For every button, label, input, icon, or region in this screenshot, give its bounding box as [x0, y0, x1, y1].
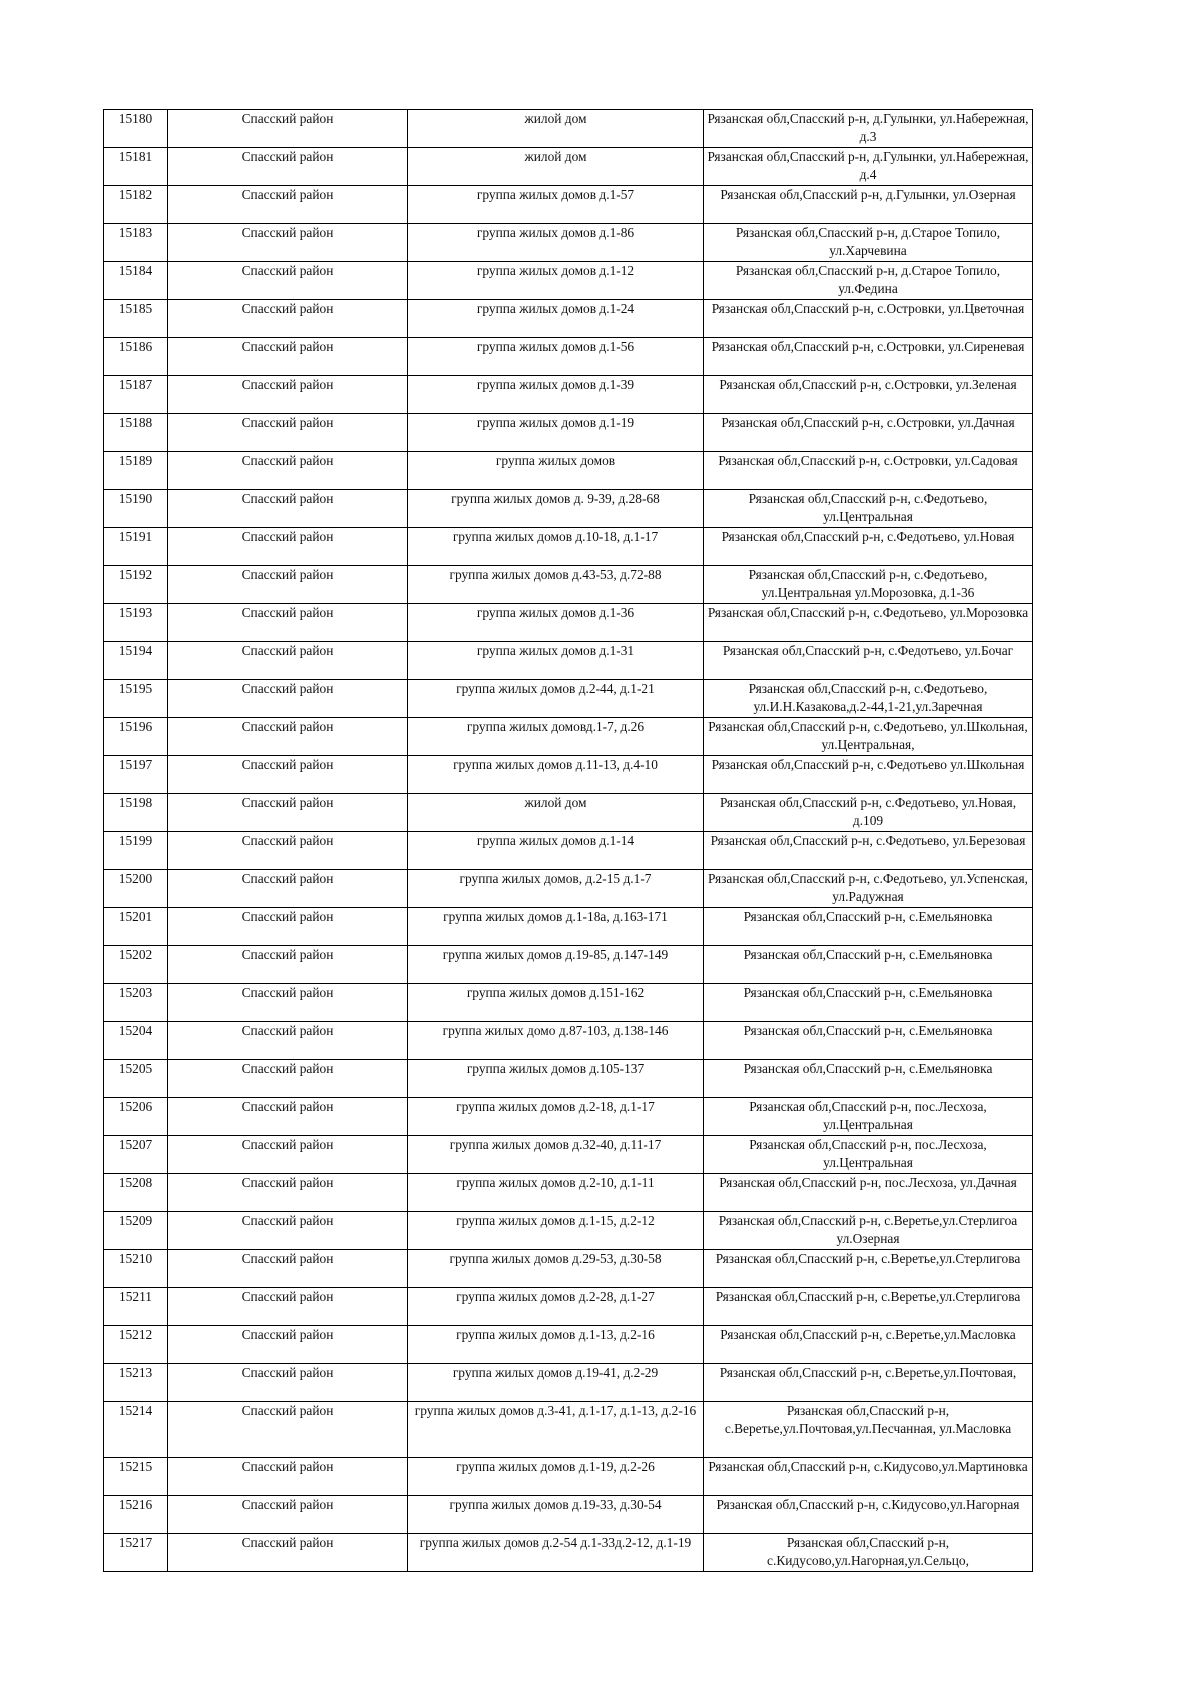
record-number: 15208: [104, 1174, 168, 1212]
object-description: группа жилых домов д.1-12: [408, 262, 704, 300]
record-number: 15203: [104, 984, 168, 1022]
record-number: 15200: [104, 870, 168, 908]
table-row: [104, 262, 1033, 300]
address-cell: Рязанская обл,Спасский р-н, пос.Лесхоза, ул.Центральная: [704, 1136, 1033, 1174]
object-description: группа жилых домов д. 9-39, д.28-68: [408, 490, 704, 528]
object-description: группа жилых домов д.1-19, д.2-26: [408, 1458, 704, 1496]
table-row: [104, 1326, 1033, 1364]
district-cell: Спасский район: [168, 604, 408, 642]
object-description: группа жилых домов д.11-13, д.4-10: [408, 756, 704, 794]
district-cell: Спасский район: [168, 680, 408, 718]
table-row: [104, 528, 1033, 566]
object-description: группа жилых домов д.2-44, д.1-21: [408, 680, 704, 718]
address-cell: Рязанская обл,Спасский р-н, с.Емельяновка: [704, 1060, 1033, 1098]
object-description: группа жилых домовд.1-7, д.26: [408, 718, 704, 756]
address-cell: Рязанская обл,Спасский р-н, с.Кидусово,ул.Нагорная: [704, 1496, 1033, 1534]
object-description: группа жилых домов: [408, 452, 704, 490]
table-row: [104, 1212, 1033, 1250]
district-cell: Спасский район: [168, 110, 408, 148]
record-number: 15193: [104, 604, 168, 642]
table-row: [104, 756, 1033, 794]
record-number: 15201: [104, 908, 168, 946]
record-number: 15192: [104, 566, 168, 604]
district-cell: Спасский район: [168, 1136, 408, 1174]
object-description: жилой дом: [408, 110, 704, 148]
address-cell: Рязанская обл,Спасский р-н, с.Емельяновка: [704, 908, 1033, 946]
record-number: 15198: [104, 794, 168, 832]
address-cell: Рязанская обл,Спасский р-н, с.Веретье,ул.Почтовая,ул.Песчанная, ул.Масловка: [704, 1402, 1033, 1458]
object-description: группа жилых домов д.19-41, д.2-29: [408, 1364, 704, 1402]
district-cell: Спасский район: [168, 1534, 408, 1572]
address-cell: Рязанская обл,Спасский р-н, с.Островки, ул.Цветочная: [704, 300, 1033, 338]
district-cell: Спасский район: [168, 148, 408, 186]
object-description: группа жилых домо д.87-103, д.138-146: [408, 1022, 704, 1060]
object-description: группа жилых домов д.1-86: [408, 224, 704, 262]
record-number: 15217: [104, 1534, 168, 1572]
table-row: [104, 452, 1033, 490]
table-row: [104, 186, 1033, 224]
record-number: 15183: [104, 224, 168, 262]
district-cell: Спасский район: [168, 1326, 408, 1364]
table-row: [104, 1098, 1033, 1136]
object-description: группа жилых домов д.3-41, д.1-17, д.1-13, д.2-16: [408, 1402, 704, 1458]
record-number: 15206: [104, 1098, 168, 1136]
table-row: [104, 1458, 1033, 1496]
register-table: [103, 109, 1033, 1572]
district-cell: Спасский район: [168, 490, 408, 528]
district-cell: Спасский район: [168, 1022, 408, 1060]
table-row: [104, 1496, 1033, 1534]
record-number: 15202: [104, 946, 168, 984]
object-description: группа жилых домов д.1-18а, д.163-171: [408, 908, 704, 946]
record-number: 15213: [104, 1364, 168, 1402]
district-cell: Спасский район: [168, 1458, 408, 1496]
address-cell: Рязанская обл,Спасский р-н, д.Старое Топило, ул.Федина: [704, 262, 1033, 300]
address-cell: Рязанская обл,Спасский р-н, с.Веретье,ул.Масловка: [704, 1326, 1033, 1364]
district-cell: Спасский район: [168, 946, 408, 984]
record-number: 15180: [104, 110, 168, 148]
address-cell: Рязанская обл,Спасский р-н, с.Островки, ул.Зеленая: [704, 376, 1033, 414]
address-cell: Рязанская обл,Спасский р-н, с.Федотьево, ул.Новая: [704, 528, 1033, 566]
record-number: 15207: [104, 1136, 168, 1174]
record-number: 15205: [104, 1060, 168, 1098]
object-description: группа жилых домов д.2-18, д.1-17: [408, 1098, 704, 1136]
record-number: 15209: [104, 1212, 168, 1250]
record-number: 15191: [104, 528, 168, 566]
district-cell: Спасский район: [168, 528, 408, 566]
object-description: группа жилых домов д.151-162: [408, 984, 704, 1022]
object-description: группа жилых домов д.1-19: [408, 414, 704, 452]
district-cell: Спасский район: [168, 718, 408, 756]
district-cell: Спасский район: [168, 794, 408, 832]
record-number: 15196: [104, 718, 168, 756]
address-cell: Рязанская обл,Спасский р-н, д.Гулынки, ул.Набережная, д.3: [704, 110, 1033, 148]
object-description: группа жилых домов д.2-28, д.1-27: [408, 1288, 704, 1326]
district-cell: Спасский район: [168, 642, 408, 680]
district-cell: Спасский район: [168, 566, 408, 604]
address-cell: Рязанская обл,Спасский р-н, с.Емельяновка: [704, 1022, 1033, 1060]
object-description: жилой дом: [408, 148, 704, 186]
table-row: [104, 1288, 1033, 1326]
record-number: 15181: [104, 148, 168, 186]
object-description: группа жилых домов д.19-33, д.30-54: [408, 1496, 704, 1534]
district-cell: Спасский район: [168, 1098, 408, 1136]
object-description: группа жилых домов д.1-31: [408, 642, 704, 680]
table-row: [104, 110, 1033, 148]
object-description: группа жилых домов д.105-137: [408, 1060, 704, 1098]
table-row: [104, 1250, 1033, 1288]
table-row: [104, 870, 1033, 908]
address-cell: Рязанская обл,Спасский р-н, с.Федотьево, ул.Березовая: [704, 832, 1033, 870]
object-description: группа жилых домов д.2-54 д.1-33д.2-12, д.1-19: [408, 1534, 704, 1572]
table-row: [104, 946, 1033, 984]
object-description: группа жилых домов д.1-14: [408, 832, 704, 870]
record-number: 15216: [104, 1496, 168, 1534]
address-cell: Рязанская обл,Спасский р-н, с.Островки, ул.Дачная: [704, 414, 1033, 452]
table-row: [104, 718, 1033, 756]
record-number: 15214: [104, 1402, 168, 1458]
address-cell: Рязанская обл,Спасский р-н, пос.Лесхоза, ул.Центральная: [704, 1098, 1033, 1136]
table-row: [104, 1060, 1033, 1098]
table-row: [104, 1364, 1033, 1402]
object-description: группа жилых домов д.1-24: [408, 300, 704, 338]
address-cell: Рязанская обл,Спасский р-н, д.Старое Топило, ул.Харчевина: [704, 224, 1033, 262]
district-cell: Спасский район: [168, 224, 408, 262]
address-cell: Рязанская обл,Спасский р-н, с.Федотьево, ул.Центральная: [704, 490, 1033, 528]
district-cell: Спасский район: [168, 1402, 408, 1458]
table-row: [104, 1534, 1033, 1572]
district-cell: Спасский район: [168, 300, 408, 338]
address-cell: Рязанская обл,Спасский р-н, с.Кидусово,ул.Мартиновка: [704, 1458, 1033, 1496]
address-cell: Рязанская обл,Спасский р-н, с.Федотьево, ул.Успенская, ул.Радужная: [704, 870, 1033, 908]
object-description: группа жилых домов д.2-10, д.1-11: [408, 1174, 704, 1212]
record-number: 15189: [104, 452, 168, 490]
table-row: [104, 794, 1033, 832]
district-cell: Спасский район: [168, 1364, 408, 1402]
table-row: [104, 984, 1033, 1022]
table-row: [104, 1174, 1033, 1212]
object-description: группа жилых домов д.1-13, д.2-16: [408, 1326, 704, 1364]
table-row: [104, 414, 1033, 452]
object-description: жилой дом: [408, 794, 704, 832]
object-description: группа жилых домов д.32-40, д.11-17: [408, 1136, 704, 1174]
address-cell: Рязанская обл,Спасский р-н, с.Емельяновка: [704, 946, 1033, 984]
address-cell: Рязанская обл,Спасский р-н, с.Веретье,ул.Стерлигова: [704, 1250, 1033, 1288]
address-cell: Рязанская обл,Спасский р-н, с.Веретье,ул.Почтовая,: [704, 1364, 1033, 1402]
district-cell: Спасский район: [168, 984, 408, 1022]
district-cell: Спасский район: [168, 870, 408, 908]
table-row: [104, 338, 1033, 376]
table-row: [104, 376, 1033, 414]
address-cell: Рязанская обл,Спасский р-н, с.Островки, ул.Садовая: [704, 452, 1033, 490]
record-number: 15210: [104, 1250, 168, 1288]
table-row: [104, 908, 1033, 946]
address-cell: Рязанская обл,Спасский р-н, с.Федотьево, ул.Новая, д.109: [704, 794, 1033, 832]
record-number: 15195: [104, 680, 168, 718]
district-cell: Спасский район: [168, 1060, 408, 1098]
address-cell: Рязанская обл,Спасский р-н, с.Емельяновка: [704, 984, 1033, 1022]
address-cell: Рязанская обл,Спасский р-н, с.Кидусово,ул.Нагорная,ул.Сельцо,: [704, 1534, 1033, 1572]
record-number: 15185: [104, 300, 168, 338]
table-row: [104, 1136, 1033, 1174]
address-cell: Рязанская обл,Спасский р-н, пос.Лесхоза, ул.Дачная: [704, 1174, 1033, 1212]
object-description: группа жилых домов д.29-53, д.30-58: [408, 1250, 704, 1288]
record-number: 15187: [104, 376, 168, 414]
record-number: 15184: [104, 262, 168, 300]
table-row: [104, 224, 1033, 262]
object-description: группа жилых домов д.43-53, д.72-88: [408, 566, 704, 604]
district-cell: Спасский район: [168, 262, 408, 300]
record-number: 15199: [104, 832, 168, 870]
district-cell: Спасский район: [168, 414, 408, 452]
object-description: группа жилых домов д.1-57: [408, 186, 704, 224]
table-row: [104, 566, 1033, 604]
address-cell: Рязанская обл,Спасский р-н, с.Федотьево ул.Школьная: [704, 756, 1033, 794]
address-cell: Рязанская обл,Спасский р-н, с.Веретье,ул.Стерлигова: [704, 1288, 1033, 1326]
address-cell: Рязанская обл,Спасский р-н, с.Федотьево, ул.Морозовка: [704, 604, 1033, 642]
record-number: 15188: [104, 414, 168, 452]
record-number: 15215: [104, 1458, 168, 1496]
address-cell: Рязанская обл,Спасский р-н, д.Гулынки, ул.Набережная, д.4: [704, 148, 1033, 186]
district-cell: Спасский район: [168, 1174, 408, 1212]
district-cell: Спасский район: [168, 908, 408, 946]
district-cell: Спасский район: [168, 186, 408, 224]
address-cell: Рязанская обл,Спасский р-н, с.Федотьево, ул.Школьная, ул.Центральная,: [704, 718, 1033, 756]
record-number: 15212: [104, 1326, 168, 1364]
district-cell: Спасский район: [168, 376, 408, 414]
record-number: 15204: [104, 1022, 168, 1060]
record-number: 15194: [104, 642, 168, 680]
district-cell: Спасский район: [168, 338, 408, 376]
table-row: [104, 300, 1033, 338]
district-cell: Спасский район: [168, 452, 408, 490]
object-description: группа жилых домов д.19-85, д.147-149: [408, 946, 704, 984]
address-cell: Рязанская обл,Спасский р-н, с.Федотьево, ул.Бочаг: [704, 642, 1033, 680]
district-cell: Спасский район: [168, 1496, 408, 1534]
record-number: 15190: [104, 490, 168, 528]
object-description: группа жилых домов д.1-15, д.2-12: [408, 1212, 704, 1250]
district-cell: Спасский район: [168, 1250, 408, 1288]
table-row: [104, 832, 1033, 870]
district-cell: Спасский район: [168, 1288, 408, 1326]
register-table-body: [104, 110, 1033, 1572]
address-cell: Рязанская обл,Спасский р-н, д.Гулынки, ул.Озерная: [704, 186, 1033, 224]
object-description: группа жилых домов д.10-18, д.1-17: [408, 528, 704, 566]
table-row: [104, 1402, 1033, 1458]
record-number: 15211: [104, 1288, 168, 1326]
record-number: 15197: [104, 756, 168, 794]
record-number: 15186: [104, 338, 168, 376]
district-cell: Спасский район: [168, 756, 408, 794]
object-description: группа жилых домов д.1-56: [408, 338, 704, 376]
address-cell: Рязанская обл,Спасский р-н, с.Федотьево, ул.И.Н.Казакова,д.2-44,1-21,ул.Заречная: [704, 680, 1033, 718]
district-cell: Спасский район: [168, 832, 408, 870]
table-row: [104, 1022, 1033, 1060]
district-cell: Спасский район: [168, 1212, 408, 1250]
address-cell: Рязанская обл,Спасский р-н, с.Веретье,ул.Стерлигоа ул.Озерная: [704, 1212, 1033, 1250]
object-description: группа жилых домов д.1-39: [408, 376, 704, 414]
table-row: [104, 642, 1033, 680]
address-cell: Рязанская обл,Спасский р-н, с.Федотьево, ул.Центральная ул.Морозовка, д.1-36: [704, 566, 1033, 604]
table-row: [104, 604, 1033, 642]
object-description: группа жилых домов д.1-36: [408, 604, 704, 642]
table-row: [104, 148, 1033, 186]
table-row: [104, 490, 1033, 528]
object-description: группа жилых домов, д.2-15 д.1-7: [408, 870, 704, 908]
record-number: 15182: [104, 186, 168, 224]
table-row: [104, 680, 1033, 718]
address-cell: Рязанская обл,Спасский р-н, с.Островки, ул.Сиреневая: [704, 338, 1033, 376]
